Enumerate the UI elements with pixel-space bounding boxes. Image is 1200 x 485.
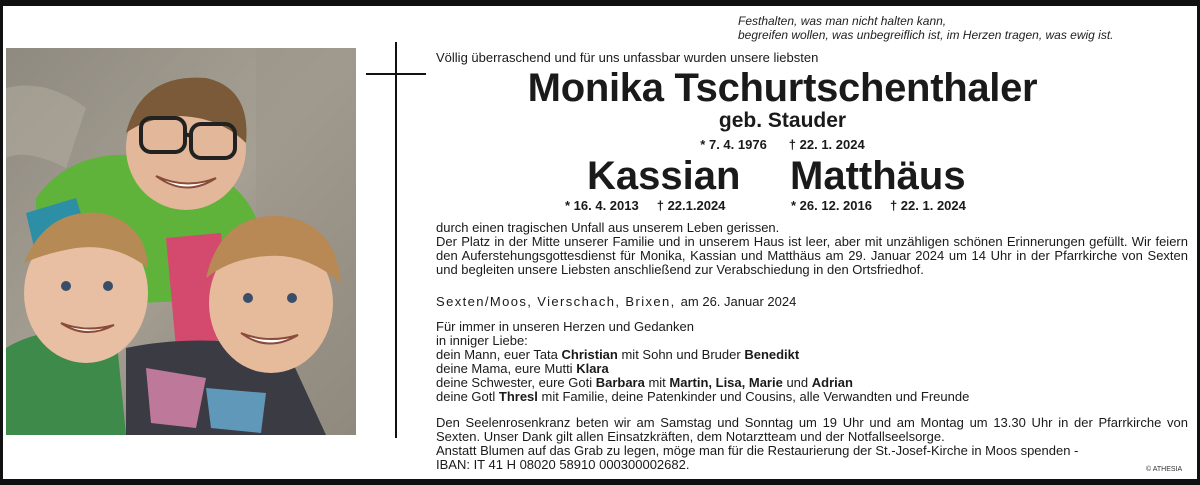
cross-icon-bar xyxy=(366,73,426,75)
announcement-paragraph xyxy=(436,221,1188,277)
motto-line: Festhalten, was man nicht halten kann, xyxy=(738,14,947,28)
family-love: in inniger Liebe: xyxy=(436,333,528,348)
birth-date: * 26. 12. 2016 xyxy=(791,198,872,213)
deceased-name-monika: Monika Tschurtschenthaler xyxy=(527,66,1038,110)
dates-matthaeus xyxy=(791,198,966,213)
family-line-sister: deine Schwester, eure Goti Barbara mit Martin, Lisa, Marie und Adrian xyxy=(436,375,853,390)
death-date: † 22. 1. 2024 xyxy=(788,137,865,152)
iban-text: IBAN: IT 41 H 08020 58910 000300002682. xyxy=(436,457,690,472)
deceased-name-kassian: Kassian xyxy=(587,154,741,198)
dates-monika xyxy=(430,137,1135,152)
flowers-text: Anstatt Blumen auf das Grab zu legen, möge man für die Restaurierung der St.-Josef-Kirche in Moos spenden - xyxy=(436,443,1079,458)
rosary-text: Den Seelenrosenkranz beten wir am Samstag und Sonntag um 19 Uhr und am Montag um 13.30 Uhr in der Pfarrkirche von Sexten. Unser Dank gilt allen Einsatzkräften, dem Notarztteam und der Notfallseelsorge. xyxy=(436,415,1188,444)
family-line-godmother: deine Gotl Thresl mit Familie, deine Patenkinder und Cousins, alle Verwandten und Freunde xyxy=(436,389,970,404)
closing-paragraph xyxy=(436,416,1188,472)
family-list xyxy=(436,320,1188,404)
family-heading: Für immer in unseren Herzen und Gedanken xyxy=(436,319,694,334)
announcement-line: durch einen tragischen Unfall aus unserem Leben gerissen. xyxy=(436,220,780,235)
death-date: † 22. 1. 2024 xyxy=(889,198,966,213)
notice-date: am 26. Januar 2024 xyxy=(680,294,797,309)
family-line-mother: deine Mama, eure Mutti Klara xyxy=(436,361,609,376)
motto-line: begreifen wollen, was unbegreiflich ist, im Herzen tragen, was ewig ist. xyxy=(738,28,1114,42)
birth-date: * 16. 4. 2013 xyxy=(565,198,639,213)
cross-icon xyxy=(395,42,397,438)
death-date: † 22.1.2024 xyxy=(656,198,726,213)
maiden-name: geb. Stauder xyxy=(718,109,847,132)
place-date xyxy=(436,295,1188,309)
announcement-rest: Der Platz in der Mitte unserer Familie und in unserem Haus ist leer, aber mit unzähligen schönen Erinnerungen gefüllt. Wir feiern den Auferstehungsgottesdienst für Monika, Kassian und Matthäus am 29. Januar 2024 um 14 Uhr in der Pfarrkirche von Sexten und begleiten unsere Liebsten anschließend zur Verabschiedung in den Ortsfriedhof. xyxy=(436,234,1188,277)
birth-date: * 7. 4. 1976 xyxy=(700,137,767,152)
deceased-name-matthaeus: Matthäus xyxy=(790,154,966,198)
intro-text: Völlig überraschend und für uns unfassbar wurden unsere liebsten xyxy=(436,50,819,65)
dates-kassian xyxy=(565,198,725,213)
place-locations: Sexten/Moos, Vierschach, Brixen, xyxy=(436,294,676,309)
motto-quote xyxy=(738,14,1178,42)
family-photo xyxy=(6,48,356,435)
family-line-husband: dein Mann, euer Tata Christian mit Sohn und Bruder Benedikt xyxy=(436,347,800,362)
copyright-mark: © ATHESIA xyxy=(1146,466,1183,473)
